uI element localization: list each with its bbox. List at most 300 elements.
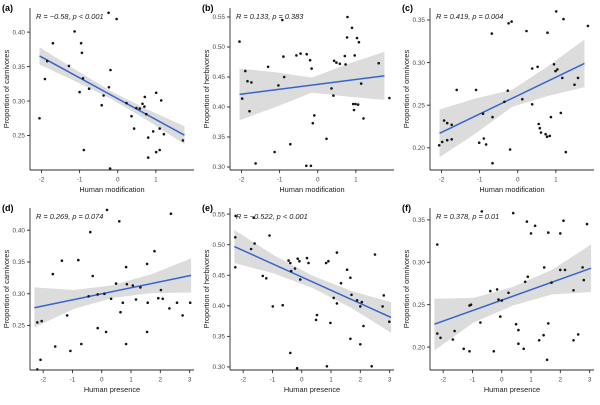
data-point: [452, 338, 455, 341]
x-tick-label: 3: [387, 376, 392, 384]
data-point: [282, 55, 285, 58]
x-tick-label: -2: [438, 176, 445, 184]
data-point: [439, 337, 442, 340]
x-tick-label: 0: [515, 176, 520, 184]
data-point: [125, 266, 128, 269]
data-point: [587, 25, 590, 28]
data-point: [491, 32, 494, 35]
x-tick-label: 3: [187, 376, 192, 384]
data-point: [509, 148, 512, 151]
x-tick-label: -1: [269, 376, 276, 384]
x-tick-label: 0: [315, 176, 320, 184]
data-point: [265, 277, 268, 280]
data-point: [307, 262, 310, 265]
y-tick-label: 0.55: [212, 211, 225, 219]
data-point: [189, 301, 192, 304]
correlation-annotation: R = −0.58, p < 0.001: [36, 12, 104, 21]
y-tick-label: 0.40: [212, 303, 225, 311]
regression-line: [234, 247, 391, 318]
data-point: [559, 269, 562, 272]
data-point: [547, 231, 550, 234]
data-point: [350, 294, 353, 297]
x-tick-label: 0: [99, 376, 104, 384]
data-point: [546, 135, 549, 138]
data-point: [462, 348, 465, 351]
x-tick-label: 2: [358, 376, 363, 384]
data-point: [370, 365, 373, 368]
data-point: [346, 16, 349, 19]
data-point: [531, 67, 534, 70]
data-point: [377, 62, 380, 65]
y-tick-label: 0.30: [12, 98, 25, 106]
data-point: [52, 273, 55, 276]
data-point: [66, 314, 69, 317]
data-point: [361, 301, 364, 304]
data-point: [289, 143, 292, 146]
data-point: [234, 236, 237, 239]
correlation-annotation: R = 0.133, p = 0.383: [236, 12, 304, 21]
data-point: [353, 54, 356, 57]
data-point: [359, 343, 362, 346]
data-point: [436, 332, 439, 335]
data-point: [512, 212, 515, 215]
x-tick-label: 3: [587, 376, 592, 384]
y-tick-label: 0.35: [212, 333, 225, 341]
x-axis-title: Human presence: [483, 385, 541, 394]
y-axis-title: Proportion of omnivores: [402, 49, 411, 129]
x-tick-label: -1: [76, 176, 83, 184]
data-point: [44, 78, 47, 81]
data-point: [572, 289, 575, 292]
data-point: [144, 96, 147, 99]
y-tick-label: 0.35: [12, 63, 25, 71]
data-point: [295, 54, 298, 57]
x-tick-label: -2: [240, 376, 247, 384]
data-point: [108, 86, 111, 89]
y-tick-label: 0.30: [212, 364, 225, 372]
data-point: [106, 209, 109, 212]
data-point: [176, 301, 179, 304]
data-point: [329, 322, 332, 325]
data-point: [517, 342, 520, 345]
data-point: [146, 263, 149, 266]
data-point: [153, 250, 156, 253]
data-point: [161, 298, 164, 301]
data-point: [80, 343, 83, 346]
data-point: [555, 10, 558, 13]
data-point: [82, 77, 85, 80]
data-point: [470, 303, 473, 306]
data-point: [158, 149, 161, 152]
y-tick-label: 0.25: [12, 132, 25, 140]
data-point: [436, 243, 439, 246]
y-axis-title: Proportion of carnivores: [2, 249, 11, 329]
data-point: [325, 262, 328, 265]
data-point: [158, 127, 161, 130]
data-point: [309, 59, 312, 62]
data-point: [310, 165, 313, 168]
data-point: [89, 231, 92, 234]
y-tick-label: 0.55: [212, 14, 225, 22]
data-point: [253, 242, 256, 245]
data-point: [294, 267, 297, 270]
data-point: [524, 281, 527, 284]
data-point: [362, 325, 365, 328]
data-point: [155, 92, 158, 95]
data-point: [359, 305, 362, 308]
data-point: [306, 257, 309, 260]
data-point: [289, 352, 292, 355]
x-tick-label: -1: [469, 376, 476, 384]
data-point: [515, 323, 518, 326]
data-point: [560, 112, 563, 115]
data-point: [383, 294, 386, 297]
data-point: [254, 162, 257, 165]
data-point: [550, 116, 553, 119]
data-point: [305, 53, 308, 56]
data-point: [542, 334, 545, 337]
y-tick-label: 0.50: [212, 241, 225, 249]
data-point: [73, 30, 76, 33]
data-point: [346, 268, 349, 271]
confidence-band: [434, 244, 591, 350]
data-point: [61, 259, 64, 262]
data-point: [155, 151, 158, 154]
data-point: [358, 41, 361, 44]
y-tick-label: 0.25: [412, 102, 425, 110]
data-point: [546, 359, 549, 362]
data-point: [250, 248, 253, 251]
data-point: [105, 331, 108, 334]
x-tick-label: 2: [558, 376, 563, 384]
data-point: [145, 113, 148, 116]
data-point: [146, 331, 149, 334]
y-tick-label: 0.35: [412, 17, 425, 25]
data-point: [510, 20, 513, 23]
data-point: [54, 345, 57, 348]
data-point: [531, 103, 534, 106]
correlation-annotation: R = 0.378, p = 0.01: [436, 212, 500, 221]
data-point: [443, 119, 446, 122]
y-tick-label: 0.40: [12, 227, 25, 235]
data-point: [549, 135, 552, 138]
data-point: [539, 127, 542, 130]
data-point: [586, 223, 589, 226]
y-tick-label: 0.45: [212, 272, 225, 280]
data-point: [556, 68, 559, 71]
y-tick-label: 0.30: [212, 164, 225, 172]
data-point: [118, 220, 121, 223]
scatter-panel-e: [200, 200, 400, 400]
data-point: [547, 322, 550, 325]
correlation-annotation: R = 0.269, p = 0.074: [36, 212, 104, 221]
data-point: [543, 266, 546, 269]
data-point: [96, 293, 99, 296]
confidence-band: [240, 52, 385, 120]
regression-line: [440, 63, 585, 133]
panel-letter: (c): [402, 3, 413, 13]
data-point: [325, 138, 328, 141]
y-tick-label: 0.35: [12, 259, 25, 267]
data-point: [581, 266, 584, 269]
data-point: [352, 103, 355, 106]
data-point: [77, 259, 80, 262]
data-point: [340, 282, 343, 285]
panel-svg-b: [200, 0, 400, 200]
data-point: [507, 22, 510, 25]
data-point: [181, 314, 184, 317]
data-point: [332, 297, 335, 300]
data-point: [497, 298, 500, 301]
data-point: [564, 269, 567, 272]
data-point: [562, 18, 565, 21]
data-point: [522, 348, 525, 351]
data-point: [168, 307, 171, 310]
data-point: [344, 55, 347, 58]
data-point: [326, 365, 329, 368]
data-point: [493, 350, 496, 353]
data-point: [135, 298, 138, 301]
y-tick-label: 0.20: [412, 344, 425, 352]
data-point: [339, 63, 342, 66]
panel-svg-d: [0, 200, 200, 400]
data-point: [109, 69, 112, 72]
data-point: [482, 112, 485, 115]
scatter-panel-f: [400, 200, 600, 400]
data-point: [388, 97, 391, 100]
panel-svg-e: [200, 200, 400, 400]
data-point: [234, 266, 237, 269]
data-point: [351, 27, 354, 30]
data-point: [583, 279, 586, 282]
y-tick-label: 0.50: [212, 44, 225, 52]
data-point: [577, 77, 580, 80]
data-point: [450, 138, 453, 141]
correlation-annotation: R = −0.522, p < 0.001: [236, 212, 308, 221]
data-point: [453, 330, 456, 333]
panel-letter: (f): [402, 203, 411, 213]
data-point: [534, 225, 537, 228]
data-point: [526, 220, 529, 223]
data-point: [537, 123, 540, 126]
data-point: [170, 212, 173, 215]
data-point: [268, 234, 271, 237]
data-point: [119, 311, 122, 314]
data-point: [182, 139, 185, 142]
x-tick-label: 0: [115, 176, 120, 184]
panel-svg-a: [0, 0, 200, 200]
data-point: [52, 42, 55, 45]
regression-line: [40, 56, 185, 135]
data-point: [160, 99, 163, 102]
data-point: [157, 297, 160, 300]
data-point: [577, 333, 580, 336]
data-point: [91, 275, 94, 278]
data-point: [503, 101, 506, 104]
data-point: [163, 133, 166, 136]
data-point: [250, 81, 253, 84]
data-point: [115, 18, 118, 21]
data-point: [485, 143, 488, 146]
data-point: [126, 283, 129, 286]
data-point: [468, 350, 471, 353]
data-point: [499, 315, 502, 318]
x-tick-label: 0: [499, 376, 504, 384]
data-point: [110, 298, 113, 301]
data-point: [381, 305, 384, 308]
scatter-panel-d: [0, 200, 200, 400]
data-point: [455, 89, 458, 92]
x-axis-title: Human modification: [479, 185, 545, 194]
data-point: [312, 122, 315, 125]
data-point: [78, 91, 81, 94]
data-point: [246, 80, 249, 83]
data-point: [299, 278, 302, 281]
data-point: [40, 320, 43, 323]
y-tick-label: 0.25: [412, 301, 425, 309]
data-point: [130, 115, 133, 118]
data-point: [336, 302, 339, 305]
data-point: [546, 31, 549, 34]
data-point: [132, 284, 135, 287]
data-point: [562, 219, 565, 222]
data-point: [69, 350, 72, 353]
data-point: [349, 276, 352, 279]
regression-line: [434, 268, 591, 324]
data-point: [152, 130, 155, 133]
x-tick-label: 1: [529, 376, 533, 384]
y-axis-title: Proportion of omnivores: [402, 249, 411, 329]
data-point: [115, 282, 118, 285]
y-tick-label: 0.20: [412, 145, 425, 153]
data-point: [354, 103, 357, 106]
data-point: [536, 66, 539, 69]
data-point: [335, 61, 338, 64]
panel-svg-f: [400, 200, 600, 400]
data-point: [507, 89, 510, 92]
data-point: [241, 97, 244, 100]
data-point: [39, 359, 42, 362]
data-point: [143, 105, 146, 108]
data-point: [501, 299, 504, 302]
data-point: [527, 275, 530, 278]
data-point: [81, 52, 84, 55]
panel-svg-c: [400, 0, 600, 200]
panel-letter: (b): [202, 3, 214, 13]
data-point: [446, 122, 449, 125]
data-point: [544, 133, 547, 136]
data-point: [491, 116, 494, 119]
data-point: [103, 293, 106, 296]
x-tick-label: 0: [299, 376, 304, 384]
x-tick-label: 2: [158, 376, 163, 384]
data-point: [446, 139, 449, 142]
x-tick-label: -2: [238, 176, 245, 184]
data-point: [141, 103, 144, 106]
y-tick-label: 0.35: [212, 134, 225, 142]
data-point: [553, 63, 556, 66]
data-point: [107, 12, 110, 15]
y-axis-title: Proportion of herbivores: [202, 249, 211, 329]
data-point: [491, 162, 494, 165]
correlation-annotation: R = 0.419, p = 0.004: [436, 12, 504, 21]
scatter-panel-c: [400, 0, 600, 200]
data-point: [80, 42, 83, 45]
data-point: [298, 260, 301, 263]
panel-letter: (e): [202, 203, 213, 213]
data-point: [46, 60, 49, 63]
data-point: [36, 321, 39, 324]
y-tick-label: 0.30: [412, 59, 425, 67]
data-point: [333, 60, 336, 63]
data-point: [272, 305, 275, 308]
data-point: [316, 314, 319, 317]
data-point: [125, 343, 128, 346]
y-tick-label: 0.25: [12, 322, 25, 330]
data-point: [122, 301, 125, 304]
x-tick-label: -2: [40, 376, 47, 384]
x-axis-title: Human modification: [279, 185, 345, 194]
data-point: [244, 70, 247, 73]
y-tick-label: 0.35: [412, 217, 425, 225]
x-axis-title: Human modification: [79, 185, 145, 194]
y-axis-title: Proportion of herbivores: [202, 49, 211, 129]
data-point: [573, 83, 576, 86]
data-point: [290, 270, 293, 273]
data-point: [296, 367, 299, 370]
data-point: [83, 149, 86, 152]
data-point: [475, 89, 478, 92]
data-point: [521, 98, 524, 101]
y-tick-label: 0.40: [212, 104, 225, 112]
data-point: [296, 257, 299, 260]
x-axis-title: Human presence: [283, 385, 341, 394]
data-point: [550, 281, 553, 284]
data-point: [349, 338, 352, 341]
x-tick-label: -1: [69, 376, 76, 384]
panel-letter: (d): [2, 203, 14, 213]
data-point: [346, 36, 349, 39]
data-point: [283, 76, 286, 79]
data-point: [357, 103, 360, 106]
data-point: [517, 329, 520, 332]
data-point: [147, 156, 150, 159]
data-point: [438, 144, 441, 147]
data-point: [525, 30, 528, 33]
data-point: [327, 260, 330, 263]
data-point: [313, 114, 316, 117]
data-point: [360, 82, 363, 85]
data-point: [450, 124, 453, 127]
data-point: [139, 107, 142, 110]
data-point: [277, 84, 280, 87]
data-point: [125, 102, 128, 105]
data-point: [538, 339, 541, 342]
data-point: [262, 275, 265, 278]
x-tick-label: -1: [276, 176, 283, 184]
x-tick-label: -2: [440, 376, 447, 384]
data-point: [281, 304, 284, 307]
x-tick-label: -2: [38, 176, 45, 184]
data-point: [388, 320, 391, 323]
x-tick-label: 1: [329, 376, 333, 384]
data-point: [147, 136, 150, 139]
data-point: [87, 295, 90, 298]
data-point: [109, 167, 112, 170]
data-point: [287, 259, 290, 262]
data-point: [238, 40, 241, 43]
data-point: [305, 165, 308, 168]
